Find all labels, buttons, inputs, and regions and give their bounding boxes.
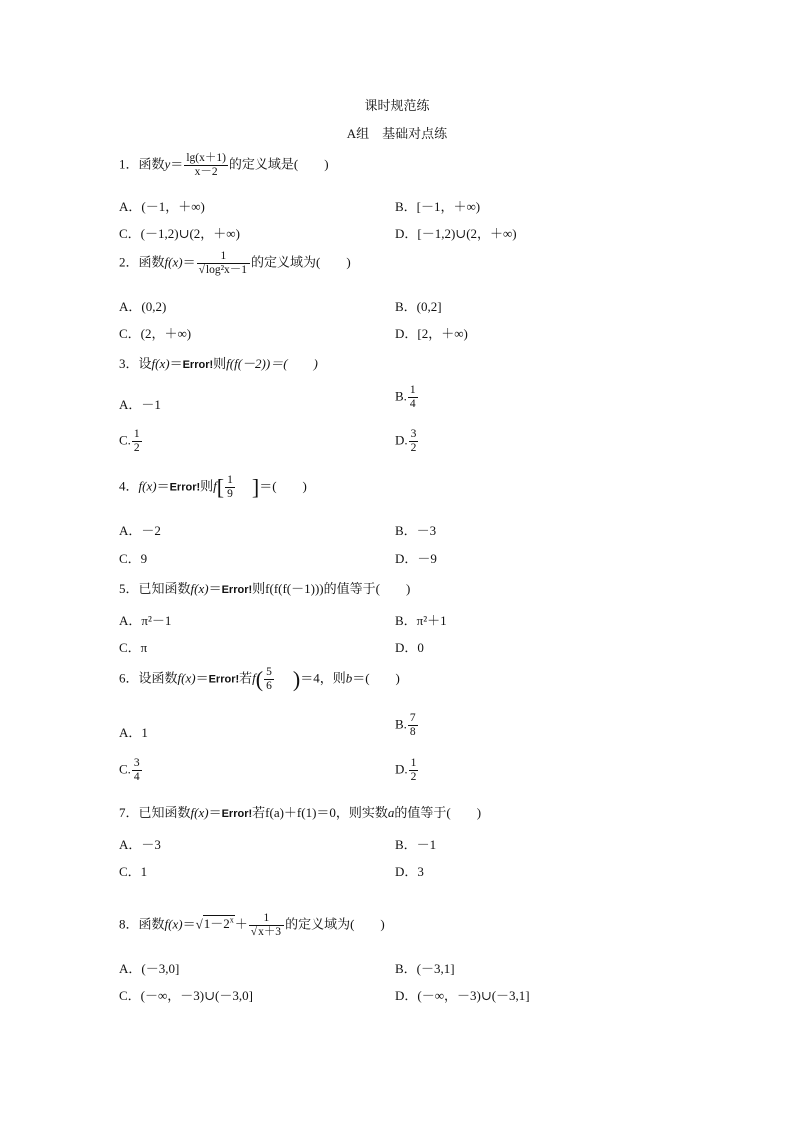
q6-option-c: [119, 757, 143, 784]
q7-mid: f(a)＋f(1)＝0，则实数: [265, 805, 388, 820]
q8-den: x＋3: [258, 926, 282, 938]
q6-b-label: B.: [395, 716, 407, 732]
q8-plus: ＋: [234, 916, 248, 932]
q7-option-d: D．3: [395, 864, 424, 879]
q8-lead: 8．函数: [119, 916, 165, 932]
question-7: [119, 802, 481, 821]
left-bracket-icon: [: [216, 474, 225, 500]
q2-option-b: B．(0,2]: [395, 299, 442, 314]
q5-option-d: D．0: [395, 640, 424, 655]
q6-c-num: 3: [133, 757, 140, 769]
q7-lead: 7．已知函数: [119, 805, 191, 820]
q6-d-den: 2: [410, 771, 417, 783]
q1-option-d: D．[－1,2)∪(2，＋∞): [395, 226, 517, 241]
question-5: [119, 578, 410, 597]
q3-tail1: 则: [213, 356, 227, 371]
q4-eq: ＝: [156, 478, 170, 494]
q6-tail1: 若: [239, 670, 253, 686]
right-paren-icon: ): [292, 666, 301, 692]
q6-c-label: C.: [119, 761, 131, 777]
q1-tail: 的定义域是( ): [228, 156, 329, 172]
q6-d-num: 1: [410, 757, 417, 769]
q4-lead: 4．: [119, 478, 139, 494]
q6-error-text: Error!: [208, 673, 240, 686]
q5-lead: 5．已知函数: [119, 581, 191, 596]
q4-option-b: B．－3: [395, 523, 437, 538]
q3-b-num: 1: [409, 384, 416, 396]
q4-tail1: 则: [200, 478, 214, 494]
q4-option-c: C．9: [119, 551, 148, 566]
q3-tail2: f(f(－2))＝( ): [226, 356, 318, 371]
q7-option-c: C．1: [119, 864, 148, 879]
page-title: 课时规范练: [364, 98, 430, 113]
q2-eq: ＝: [182, 254, 196, 270]
q5-option-a: A．π²－1: [119, 613, 172, 628]
radical-icon: √: [250, 926, 258, 938]
q2-tail: 的定义域为( ): [251, 254, 351, 270]
q3-c-label: C.: [119, 432, 131, 448]
q2-fx: f(x): [164, 254, 183, 270]
q1-option-b: B．[－1，＋∞): [395, 199, 481, 214]
right-bracket-icon: ]: [251, 474, 260, 500]
q5-eq: ＝: [208, 581, 222, 596]
q1-option-c: C．(－1,2)∪(2，＋∞): [119, 226, 240, 241]
question-2: [119, 250, 351, 277]
q3-option-a: A．－1: [119, 397, 161, 412]
q1-den: x－2: [194, 166, 218, 178]
q7-eq: ＝: [208, 805, 222, 820]
question-6: [119, 666, 400, 693]
q6-fx: f(x): [177, 670, 196, 686]
q3-eq: ＝: [169, 356, 183, 371]
q8-fraction: [249, 912, 284, 939]
q2-den: log²x－1: [205, 264, 248, 276]
q3-d-label: D.: [395, 432, 408, 448]
q1-eq: ＝: [170, 156, 184, 172]
q5-tail2: f(f(f(－1)))的值等于( ): [265, 581, 411, 596]
q8-option-d: D．(－∞，－3)∪(－3,1]: [395, 988, 530, 1003]
q3-d-num: 3: [410, 428, 417, 440]
q3-option-b: [395, 384, 419, 411]
q6-b-var: b: [345, 670, 353, 686]
q6-option-d: [395, 757, 419, 784]
q6-den: 6: [266, 680, 272, 692]
q4-num: 1: [227, 474, 233, 486]
q1-fraction: [184, 152, 228, 179]
q8-eq: ＝: [182, 916, 196, 932]
q6-tail2: ＝4，则: [300, 670, 346, 686]
q8-rad1-sup: x: [229, 916, 234, 926]
q3-b-den: 4: [409, 398, 416, 410]
q3-option-d: [395, 428, 419, 455]
q3-c-den: 2: [133, 442, 140, 454]
question-4: [119, 474, 307, 501]
q2-option-a: A．(0,2): [119, 299, 167, 314]
question-3: [119, 353, 318, 372]
q3-option-c: [119, 428, 143, 455]
q8-num: 1: [249, 912, 284, 926]
q5-option-b: B．π²＋1: [395, 613, 447, 628]
q8-fx: f(x): [164, 916, 183, 932]
q8-option-c: C．(－∞，－3)∪(－3,0]: [119, 988, 253, 1003]
q1-var: y: [164, 156, 171, 172]
q8-rad1: 1－2: [203, 916, 230, 932]
q1-lead: 1．函数: [119, 156, 165, 172]
question-8: [119, 912, 385, 939]
q4-error-text: Error!: [169, 481, 201, 494]
q1-option-a: A．(－1，＋∞): [119, 199, 205, 214]
q2-num: 1: [197, 250, 250, 264]
q2-lead: 2．函数: [119, 254, 165, 270]
q3-error-text: Error!: [182, 359, 214, 371]
q6-tail3: ＝( ): [352, 670, 400, 686]
q6-b-num: 7: [409, 712, 416, 724]
q7-fx: f(x): [190, 805, 209, 820]
q2-option-c: C．(2，＋∞): [119, 326, 192, 341]
q4-tail2: ＝( ): [259, 478, 307, 494]
q7-tail1: 若: [252, 805, 266, 820]
q5-tail1: 则: [252, 581, 266, 596]
q5-fx: f(x): [190, 581, 209, 596]
q8-radicand: [203, 915, 235, 931]
q6-option-b: [395, 712, 419, 739]
q4-f: f: [213, 478, 217, 494]
q6-eq: ＝: [195, 670, 209, 686]
q3-b-label: B.: [395, 388, 407, 404]
q6-f: f: [252, 670, 256, 686]
q3-fx: f(x): [151, 356, 170, 371]
q7-option-a: A．－3: [119, 837, 161, 852]
q6-num: 5: [266, 666, 272, 678]
q3-d-den: 2: [410, 442, 417, 454]
q7-option-b: B．－1: [395, 837, 437, 852]
q5-option-c: C．π: [119, 640, 148, 655]
q4-option-a: A．－2: [119, 523, 161, 538]
q3-lead: 3．设: [119, 356, 152, 371]
q2-fraction: [197, 250, 250, 277]
q1-num: lg(x＋1): [186, 152, 226, 164]
radical-icon: √: [195, 916, 203, 932]
q8-option-b: B．(－3,1]: [395, 961, 455, 976]
q6-b-den: 8: [409, 726, 416, 738]
q6-lead: 6．设函数: [119, 670, 178, 686]
q8-option-a: A．(－3,0]: [119, 961, 180, 976]
question-1: [119, 152, 329, 179]
q6-d-label: D.: [395, 761, 408, 777]
q4-den: 9: [227, 488, 233, 500]
q8-tail: 的定义域为( ): [285, 916, 385, 932]
q3-c-num: 1: [133, 428, 140, 440]
q7-tail2: 的值等于( ): [394, 805, 482, 820]
q2-option-d: D．[2，＋∞): [395, 326, 468, 341]
q6-option-a: A．1: [119, 725, 148, 740]
section-subtitle: A组 基础对点练: [346, 126, 448, 141]
radical-icon: √: [198, 264, 205, 276]
q6-c-den: 4: [133, 771, 140, 783]
q5-error-text: Error!: [221, 584, 253, 596]
q7-error-text: Error!: [221, 808, 253, 820]
q4-option-d: D．－9: [395, 551, 437, 566]
q4-fx: f(x): [138, 478, 157, 494]
left-paren-icon: (: [255, 666, 264, 692]
q7-a-var: a: [387, 805, 395, 820]
